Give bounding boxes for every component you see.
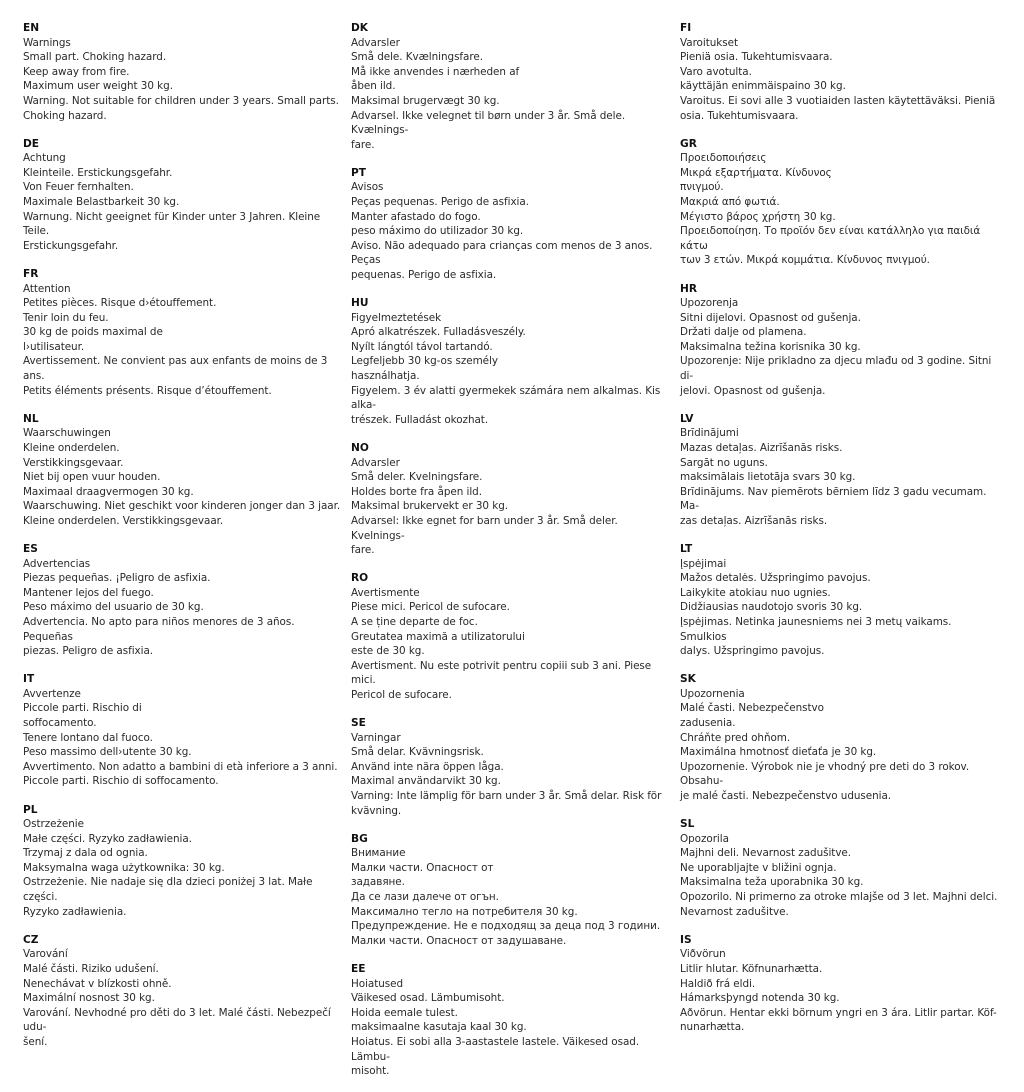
warning-line: Holdes borte fra åpen ild.: [351, 485, 482, 498]
language-code: RO: [351, 572, 369, 585]
language-section-fi: [680, 21, 998, 123]
warning-line: Malé části. Riziko udušení.: [23, 962, 159, 975]
warning-line: Apró alkatrészek. Fulladásveszély.: [351, 326, 526, 339]
warning-heading: Upozorenja: [680, 297, 739, 310]
warning-line: Mazas detaļas. Aizrīšanās risks.: [680, 441, 843, 454]
warning-heading: Προειδοποιήσεις: [680, 152, 767, 165]
warning-line: Aviso. Não adequado para crianças com menos de 3 anos. Peças: [351, 239, 656, 267]
warning-line: piezas. Peligro de asfixia.: [23, 645, 154, 658]
warning-line: Tenere lontano dal fuoco.: [23, 731, 153, 744]
language-code: EN: [23, 22, 40, 34]
warning-line: Peso máximo del usuario de 30 kg.: [23, 601, 204, 614]
warning-line: Kleine onderdelen.: [23, 441, 120, 454]
warning-line: Avvertimento. Non adatto a bambini di età inferiore a 3 anni.: [23, 760, 338, 773]
language-code: DK: [351, 22, 369, 34]
language-code: ES: [23, 543, 38, 555]
warning-line: zadusenia.: [680, 717, 736, 730]
warning-line: Warning. Not suitable for children under 3 years. Small parts.: [23, 94, 339, 107]
language-code: EE: [351, 962, 366, 975]
language-section-lv: [680, 412, 998, 529]
warning-line: Предупреждение. Не е подходящ за деца под 3 години.: [351, 920, 661, 933]
warning-heading: Avisos: [351, 181, 384, 194]
language-code: SL: [680, 818, 695, 831]
language-code: LT: [680, 543, 693, 555]
warning-line: Maximal användarvikt 30 kg.: [351, 775, 501, 788]
warning-line: Mantener lejos del fuego.: [23, 586, 154, 599]
warning-line: Små deler. Kvelningsfare.: [351, 471, 483, 484]
language-section-it: [23, 672, 341, 789]
language-section-ro: [351, 571, 669, 702]
language-section-hu: [351, 296, 669, 427]
warning-line: Maximaal draagvermogen 30 kg.: [23, 485, 194, 498]
language-code: GR: [680, 137, 697, 150]
warning-heading: Įspėjimai: [680, 557, 727, 570]
warning-heading: Avvertenze: [23, 687, 81, 700]
warning-heading: Attention: [23, 282, 71, 295]
warning-line: Kleinteile. Erstickungsgefahr.: [23, 166, 173, 179]
warning-line: Må ikke anvendes i nærheden af: [351, 65, 520, 78]
warning-line: задавяне.: [351, 876, 405, 889]
warning-heading: Внимание: [351, 847, 406, 860]
language-section-cz: [23, 933, 341, 1050]
warning-line: Chráňte pred ohňom.: [680, 731, 791, 744]
warning-line: használhatja.: [351, 370, 420, 383]
warning-line: pequenas. Perigo de asfixia.: [351, 269, 497, 281]
warning-line: Niet bij open vuur houden.: [23, 471, 161, 484]
warning-line: Малки части. Опасност от: [351, 861, 494, 874]
warning-heading: Brīdinājumi: [680, 427, 739, 440]
warning-line: Choking hazard.: [23, 109, 107, 122]
warning-line: l›utilisateur.: [23, 340, 85, 353]
warning-line: Piccole parti. Rischio di soffocamento.: [23, 775, 219, 788]
warning-line: Sitni dijelovi. Opasnost od gušenja.: [680, 311, 861, 324]
warning-line: Didžiausias naudotojo svoris 30 kg.: [680, 601, 863, 614]
warning-line: Small part. Choking hazard.: [23, 51, 167, 64]
warning-heading: Varování: [23, 948, 68, 961]
language-code: BG: [351, 832, 368, 845]
warning-line: maksimaalne kasutaja kaal 30 kg.: [351, 1021, 527, 1034]
warning-line: Μακριά από φωτιά.: [680, 196, 780, 209]
warning-line: Mažos detalės. Užspringimo pavojus.: [680, 572, 871, 585]
language-section-pt: [351, 166, 669, 283]
warning-line: Legfeljebb 30 kg-os személy: [351, 355, 498, 368]
warning-line: soffocamento.: [23, 717, 97, 730]
warning-line: peso máximo do utilizador 30 kg.: [351, 225, 524, 238]
warning-line: Maximale Belastbarkeit 30 kg.: [23, 196, 180, 209]
warning-line: Varning: Inte lämplig för barn under 3 år. Små delar. Risk för: [351, 790, 662, 802]
language-section-lt: [680, 542, 998, 659]
warning-line: Προειδοποίηση. Το προϊόν δεν είναι κατάλληλο για παιδιά κάτω: [680, 225, 984, 252]
warning-line: Avertissement. Ne convient pas aux enfants de moins de 3 ans.: [23, 355, 331, 383]
warning-line: Μέγιστο βάρος χρήστη 30 kg.: [680, 210, 836, 223]
warning-heading: Achtung: [23, 152, 66, 165]
warning-line: Petits éléments présents. Risque d’étouffement.: [23, 384, 272, 397]
language-code: CZ: [23, 933, 39, 946]
language-section-gr: [680, 137, 998, 268]
warning-line: Von Feuer fernhalten.: [23, 181, 134, 194]
language-section-hr: [680, 282, 998, 399]
warning-line: kvävning.: [351, 804, 402, 817]
language-code: PL: [23, 803, 38, 816]
language-code: SE: [351, 717, 366, 730]
warning-line: maksimālais lietotāja svars 30 kg.: [680, 471, 856, 484]
warning-heading: Avertismente: [351, 586, 420, 599]
warning-line: Tenir loin du feu.: [23, 311, 109, 324]
warning-line: Ostrzeżenie. Nie nadaje się dla dzieci poniżej 3 lat. Małe części.: [23, 876, 316, 904]
warning-line: Hoida eemale tulest.: [351, 1006, 458, 1019]
language-code: FI: [680, 22, 692, 34]
warning-line: fare.: [351, 544, 375, 557]
warning-line: Μικρά εξαρτήματα. Κίνδυνος: [680, 166, 832, 179]
warning-line: käyttäjän enimmäispaino 30 kg.: [680, 80, 846, 93]
warning-line: Maximálna hmotnosť dieťaťa je 30 kg.: [680, 746, 877, 759]
language-code: DE: [23, 137, 40, 150]
warning-line: Малки части. Опасност от задушаване.: [351, 934, 567, 947]
warning-heading: Warnings: [23, 36, 71, 49]
warning-line: Avertisment. Nu este potrivit pentru copiii sub 3 ani. Piese mici.: [351, 659, 655, 687]
warning-line: Maximální nosnost 30 kg.: [23, 992, 155, 1005]
warning-line: Trzymaj z dala od ognia.: [23, 847, 148, 860]
language-code: IT: [23, 673, 35, 686]
warning-line: Majhni deli. Nevarnost zadušitve.: [680, 847, 852, 860]
language-code: IS: [680, 933, 692, 946]
language-section-dk: [351, 21, 669, 152]
language-section-pl: [23, 803, 341, 920]
warning-line: Advarsel: Ikke egnet for barn under 3 år. Små deler. Kvelnings-: [351, 514, 621, 542]
warning-line: misoht.: [351, 1065, 390, 1078]
warning-heading: Varningar: [351, 731, 401, 744]
warning-line: Använd inte nära öppen låga.: [351, 760, 504, 773]
warning-line: πνιγμού.: [680, 181, 724, 194]
warning-line: Väikesed osad. Lämbumisoht.: [351, 992, 505, 1005]
language-code: HR: [680, 282, 698, 295]
warning-line: Maksimal brukervekt er 30 kg.: [351, 500, 508, 513]
warning-line: este de 30 kg.: [351, 645, 425, 658]
warning-line: Pericol de sufocare.: [351, 688, 452, 701]
warning-heading: Hoiatused: [351, 977, 404, 990]
warning-line: Sargāt no uguns.: [680, 456, 768, 469]
warning-line: Nyílt lángtól távol tartandó.: [351, 340, 493, 353]
warning-line: Hoiatus. Ei sobi alla 3-aastastele lastele. Väikesed osad. Lämbu-: [351, 1035, 643, 1063]
warning-heading: Ostrzeżenie: [23, 818, 84, 831]
warning-line: Haldið frá eldi.: [680, 977, 756, 990]
warning-line: Piccole parti. Rischio di: [23, 702, 142, 715]
warning-line: των 3 ετών. Μικρά κομμάτια. Κίνδυνος πνιγμού.: [680, 254, 930, 267]
warning-line: Peças pequenas. Perigo de asfixia.: [351, 196, 529, 209]
warning-line: dalys. Užspringimo pavojus.: [680, 645, 825, 658]
warning-line: Максимално тегло на потребителя 30 kg.: [351, 905, 578, 918]
warning-line: Aðvörun. Hentar ekki börnum yngri en 3 ára. Litlir partar. Köf-: [680, 1006, 997, 1019]
warning-line: jelovi. Opasnost od gušenja.: [680, 384, 826, 397]
warning-line: Maximum user weight 30 kg.: [23, 80, 173, 93]
language-code: FR: [23, 267, 39, 280]
warning-line: zas detaļas. Aizrīšanās risks.: [680, 514, 828, 527]
warning-line: Ryzyko zadławienia.: [23, 905, 127, 918]
warning-heading: Opozorila: [680, 832, 729, 845]
warning-line: nunarhætta.: [680, 1021, 745, 1034]
warning-line: Maksymalna waga użytkownika: 30 kg.: [23, 861, 225, 874]
language-section-bg: [351, 832, 669, 949]
language-section-is: [680, 933, 998, 1035]
warning-line: Petites pièces. Risque d›étouffement.: [23, 297, 217, 310]
warning-line: Peso massimo dell›utente 30 kg.: [23, 746, 192, 759]
warning-line: Maksimal brugervægt 30 kg.: [351, 94, 500, 107]
warning-heading: Viðvörun: [680, 948, 726, 961]
warning-line: Brīdinājums. Nav piemērots bērniem līdz 3 gadu vecumam. Ma-: [680, 485, 990, 513]
warning-line: Malé časti. Nebezpečenstvo: [680, 702, 824, 715]
warning-line: A se ține departe de foc.: [351, 615, 478, 628]
warning-line: Laikykite atokiau nuo ugnies.: [680, 586, 831, 599]
language-section-de: [23, 137, 341, 254]
warning-line: Små dele. Kvælningsfare.: [351, 51, 483, 64]
language-section-nl: [23, 412, 341, 529]
warning-line: Pieniä osia. Tukehtumisvaara.: [680, 51, 833, 64]
warning-heading: Advertencias: [23, 557, 91, 570]
warning-heading: Advarsler: [351, 456, 400, 469]
language-section-no: [351, 441, 669, 558]
warning-line: Nenechávat v blízkosti ohně.: [23, 977, 172, 990]
warning-line: Greutatea maximă a utilizatorului: [351, 630, 525, 643]
warning-heading: Figyelmeztetések: [351, 311, 442, 324]
warning-heading: Waarschuwingen: [23, 427, 111, 440]
warning-line: Да се лази далече от огън.: [351, 891, 499, 904]
warning-line: Piezas pequeñas. ¡Peligro de asfixia.: [23, 572, 211, 585]
warning-line: Upozorenje: Nije prikladno za djecu mlađu od 3 godine. Sitni di-: [680, 355, 995, 383]
warning-line: Opozorilo. Ni primerno za otroke mlajše od 3 let. Majhni delci.: [680, 891, 998, 904]
warning-line: Waarschuwing. Niet geschikt voor kinderen jonger dan 3 jaar.: [23, 500, 341, 513]
warning-line: Varoitus. Ei sovi alle 3 vuotiaiden lasten käytettäväksi. Pieniä: [680, 94, 996, 107]
warning-line: Małe części. Ryzyko zadławienia.: [23, 832, 192, 845]
language-section-sk: [680, 672, 998, 803]
language-code: NL: [23, 412, 39, 425]
warning-line: Maksimalna težina korisnika 30 kg.: [680, 340, 861, 353]
warning-line: Držati dalje od plamena.: [680, 326, 807, 339]
warning-line: Piese mici. Pericol de sufocare.: [351, 601, 510, 614]
warning-line: Upozornenie. Výrobok nie je vhodný pre deti do 3 rokov. Obsahu-: [680, 760, 973, 788]
warning-heading: Upozornenia: [680, 687, 745, 700]
warning-line: Advertencia. No apto para niños menores de 3 años. Pequeñas: [23, 615, 298, 643]
warning-line: Advarsel. Ikke velegnet til børn under 3 år. Små dele. Kvælnings-: [351, 109, 629, 137]
warning-line: 30 kg de poids maximal de: [23, 326, 163, 339]
language-code: NO: [351, 441, 369, 454]
warning-line: fare.: [351, 138, 375, 151]
warning-line: šení.: [23, 1035, 48, 1048]
warning-line: Verstikkingsgevaar.: [23, 456, 124, 469]
warning-line: Ne uporabljajte v bližini ognja.: [680, 861, 837, 874]
column-right: [680, 21, 998, 1048]
warning-line: Nevarnost zadušitve.: [680, 905, 789, 918]
warning-line: Įspėjimas. Netinka jaunesniems nei 3 metų vaikams. Smulkios: [680, 615, 955, 643]
language-section-fr: [23, 267, 341, 398]
warning-line: Erstickungsgefahr.: [23, 239, 119, 252]
language-code: LV: [680, 412, 694, 425]
language-section-se: [351, 716, 669, 818]
warning-line: Hámarksþyngd notenda 30 kg.: [680, 992, 840, 1005]
warning-line: åben ild.: [351, 80, 396, 93]
language-section-ee: [351, 962, 669, 1079]
warning-line: Varování. Nevhodné pro děti do 3 let. Malé části. Nebezpečí udu-: [23, 1006, 334, 1034]
language-code: PT: [351, 166, 366, 179]
language-code: HU: [351, 297, 369, 310]
warning-line: Varo avotulta.: [680, 65, 752, 78]
language-section-sl: [680, 817, 998, 919]
warning-line: Keep away from fire.: [23, 65, 130, 78]
warning-heading: Advarsler: [351, 36, 400, 49]
warning-line: trészek. Fulladást okozhat.: [351, 413, 489, 426]
warning-line: osia. Tukehtumisvaara.: [680, 109, 799, 122]
column-left: [23, 21, 341, 1063]
warning-line: Manter afastado do fogo.: [351, 210, 481, 223]
language-section-es: [23, 542, 341, 659]
warning-line: Warnung. Nicht geeignet für Kinder unter 3 Jahren. Kleine Teile.: [23, 210, 324, 238]
warning-line: Kleine onderdelen. Verstikkingsgevaar.: [23, 514, 224, 527]
column-middle: [351, 21, 669, 1092]
warning-line: Litlir hlutar. Köfnunarhætta.: [680, 962, 823, 975]
language-code: SK: [680, 673, 696, 686]
warning-line: Maksimalna teža uporabnika 30 kg.: [680, 876, 864, 889]
warning-line: je malé časti. Nebezpečenstvo udusenia.: [680, 790, 892, 802]
warning-heading: Varoitukset: [680, 36, 738, 49]
language-section-en: [23, 21, 341, 123]
warning-line: Figyelem. 3 év alatti gyermekek számára nem alkalmas. Kis alka-: [351, 384, 664, 412]
warning-line: Små delar. Kvävningsrisk.: [351, 746, 484, 759]
